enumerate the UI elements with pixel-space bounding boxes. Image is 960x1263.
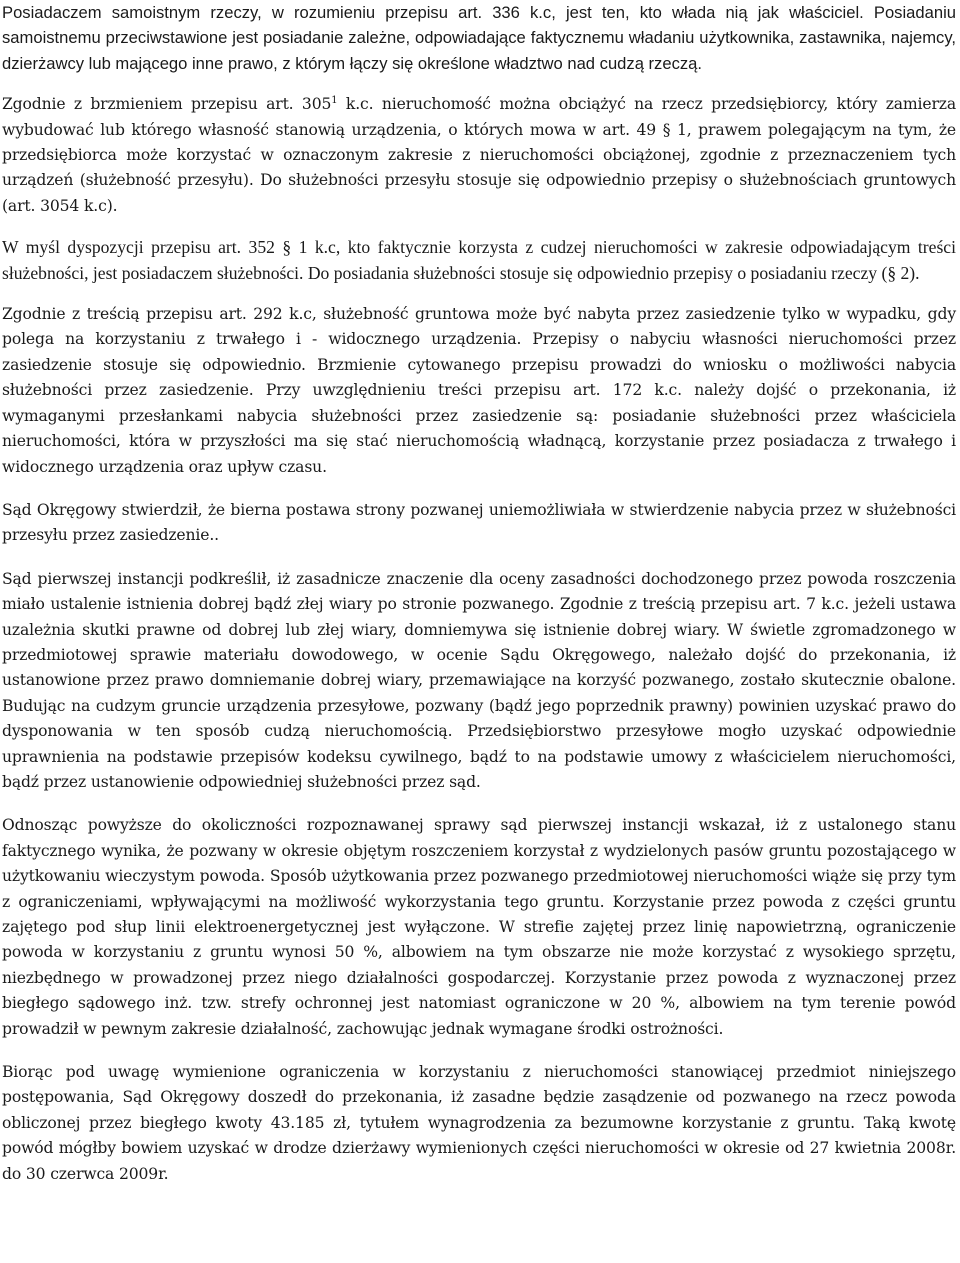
paragraph-good-faith: Sąd pierwszej instancji podkreślił, iż zasadnicze znaczenie dla oceny zasadności dochodzonego przez powoda roszczenia miało ustalenie istnienia dobrej bądź złej wiary po stronie pozwanego. Zgodnie z treścią przepisu art. 7 k.c. jeżeli ustawa uzależnia skutki prawne od dobrej lub złej wiary, domniemywa się istnienie dobrej wiary. W świetle zgromadzonego w przedmiotowej sprawie materiału dowodowego, w ocenie Sądu Okręgowego, należało dojść do przekonania, iż ustanowione przez prawo domniemanie dobrej wiary, przemawiające na korzyść pozwanego, zostało skutecznie obalone. Budując na cudzym gruncie urządzenia przesyłowe, pozwany (bądź jego poprzednik prawny) powinien uzyskać prawo do dysponowania w ten sposób cudzą nieruchomością. Przedsiębiorstwo przesyłowe mogło uzyskać odpowiednie uprawnienia na podstawie przepisów kodeksu cywilnego, bądź to na podstawie umowy z właścicielem nieruchomości, bądź przez ustanowienie odpowiedniej służebności przez sąd.: [2, 569, 956, 791]
paragraph-easement-possession: W myśl dyspozycji przepisu art. 352 § 1 k.c, kto faktycznie korzysta z cudzej nieruchomości w zakresie odpowiadającym treści służebności, jest posiadaczem służebności. Do posiadania służebności stosuje się odpowiednio przepisy o posiadaniu rzeczy (§ 2).: [2, 237, 956, 283]
paragraph-transmission-easement: [2, 92, 956, 219]
paragraph-compensation: Biorąc pod uwagę wymienione ograniczenia w korzystaniu z nieruchomości stanowiącej przedmiot niniejszego postępowania, Sąd Okręgowy doszedł do przekonania, iż zasadne będzie zasądzenie od pozwanego na rzecz powoda obliczonej przez biegłego kwoty 43.185 zł, tytułem wynagrodzenia za bezumowne korzystanie z gruntu. Taką kwotę powód mógłby bowiem uzyskać w drodze dzierżawy wymienionych części nieruchomości w okresie od 27 kwietnia 2008r. do 30 czerwca 2009r.: [2, 1063, 956, 1183]
paragraph-usucaption: Zgodnie z treścią przepisu art. 292 k.c, służebność gruntowa może być nabyta przez zasiedzenie tylko w wypadku, gdy polega na korzystaniu z trwałego i - widocznego urządzenia. Przepisy o nabyciu własności nieruchomości przez zasiedzenie stosuje się odpowiednio. Brzmienie cytowanego przepisu prowadzi do wniosku o możliwości nabycia służebności przez zasiedzenie. Przy uwzględnieniu treści przepisu art. 172 k.c. należy dojść o przekonania, iż wymaganymi przesłankami nabycia służebności przez zasiedzenie są: posiadanie służebności przez właściciela nieruchomości, która w przyszłości ma się stać nieruchomością władnącą, korzystanie przez posiadacza z trwałego i widocznego urządzenia oraz upływ czasu.: [2, 305, 956, 476]
paragraph-text: Zgodnie z brzmieniem przepisu art. 305: [2, 95, 332, 114]
paragraph-text: k.c. nieruchomość można obciążyć na rzecz przedsiębiorcy, który zamierza wybudować lub którego własność stanowią urządzenia, o których mowa w art. 49 § 1, prawem polegającym na tym, że przedsiębiorca może korzystać w oznaczonym zakresie z nieruchomości obciążonej, zgodnie z przeznaczeniem tych urządzeń (służebność przesyłu). Do służebności przesyłu stosuje się odpowiednio przepisy o służebnościach gruntowych (art. 3054 k.c).: [2, 95, 956, 215]
superscript: 1: [331, 95, 338, 107]
paragraph-land-use: Odnosząc powyższe do okoliczności rozpoznawanej sprawy sąd pierwszej instancji wskazał, iż z ustalonego stanu faktycznego wynika, że pozwany w okresie objętym roszczeniem korzystał z wydzielonych pasów gruntu pozostającego w użytkowaniu wieczystym powoda. Sposób użytkowania przez pozwanego przedmiotowej nieruchomości wiąże się przy tym z ograniczeniami, wpływającymi na możliwość wykorzystania tego gruntu. Korzystanie przez powoda z części gruntu zajętego pod słup linii elektroenergetycznej jest wyłączone. W strefie zajętej przez linię napowietrzną, ograniczenie powoda w korzystaniu z gruntu wynosi 50 %, albowiem na tym obszarze nie może korzystać z wysokiego sprzętu, niezbędnego w prowadzonej przez niego działalności gospodarczej. Korzystanie przez powoda z wyznaczonej przez biegłego sądowego inż. tzw. strefy ochronnej jest natomiast ograniczone w 20 %, albowiem na tym terenie powód prowadził w pewnym zakresie działalność, zachowując jednak wymagane środki ostrożności.: [2, 816, 956, 1038]
paragraph-possession: Posiadaczem samoistnym rzeczy, w rozumieniu przepisu art. 336 k.c, jest ten, kto włada nią jak właściciel. Posiadaniu samoistnemu przeciwstawione jest posiadanie zależne, odpowiadające faktycznemu władaniu użytkownika, zastawnika, najemcy, dzierżawcy lub mającego inne prawo, z którym łączy się określone władztwo nad cudzą rzeczą.: [2, 3, 956, 73]
paragraph-court-finding: Sąd Okręgowy stwierdził, że bierna postawa strony pozwanej uniemożliwiała w stwierdzenie nabycia przez w służebności przesyłu przez zasiedzenie..: [2, 500, 956, 545]
